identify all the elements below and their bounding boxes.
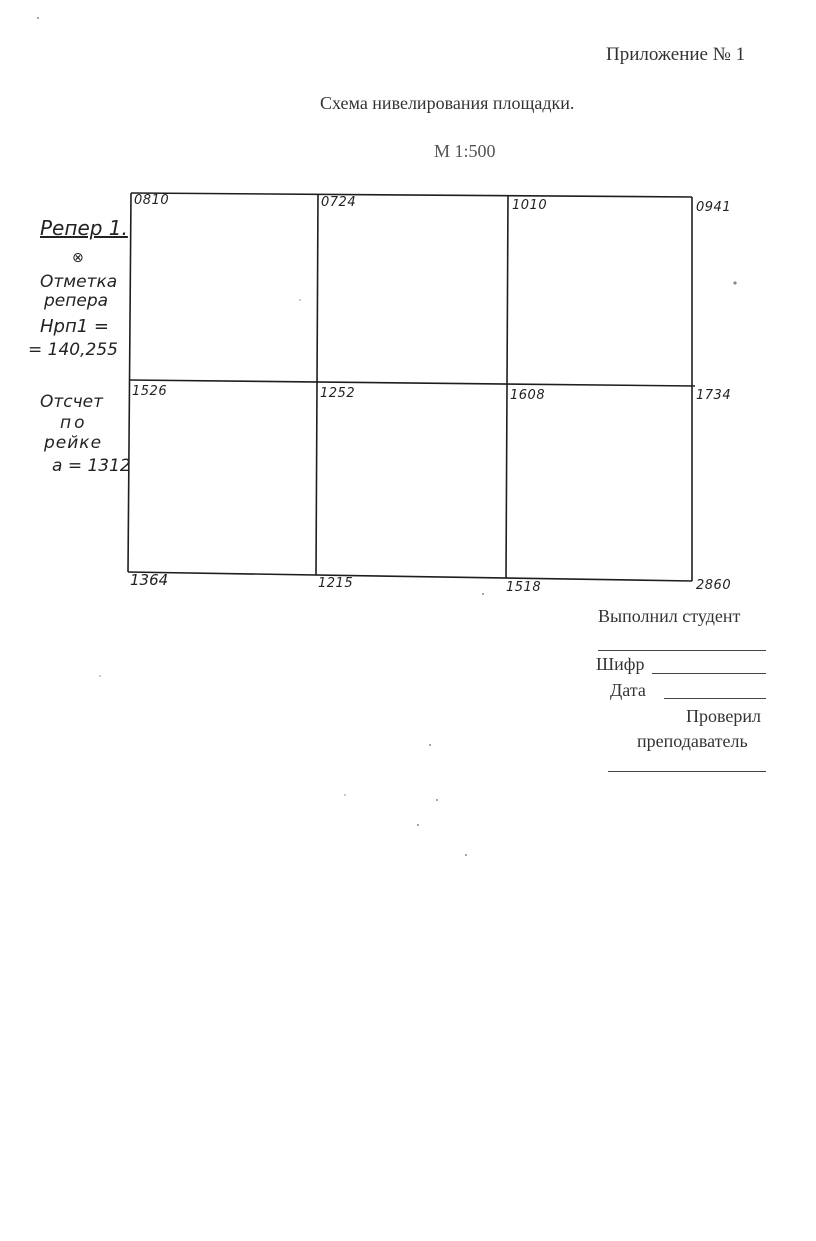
benchmark-name: Репер 1. — [40, 216, 128, 240]
grid-value-r1c1: 0810 — [134, 193, 170, 208]
benchmark-h-value: = 140,255 — [28, 340, 118, 360]
grid-value-r3c2: 1215 — [318, 576, 354, 591]
student-name-line — [598, 650, 766, 651]
page-title: Схема нивелирования площадки. — [320, 93, 575, 113]
reading-label-3: рейке — [44, 433, 103, 453]
benchmark-symbol: ⊗ — [72, 250, 84, 266]
grid-line-left — [128, 193, 131, 572]
cipher-line — [652, 673, 766, 674]
date-label: Дата — [610, 680, 646, 700]
grid-value-r3c4: 2860 — [696, 578, 732, 593]
grid-line-top — [131, 193, 692, 197]
grid-line-col3 — [506, 195, 508, 578]
grid-value-r1c2: 0724 — [321, 195, 357, 210]
grid-value-r1c4: 0941 — [696, 200, 732, 215]
reading-label-2: по — [60, 413, 88, 433]
grid-value-r3c3: 1518 — [506, 580, 542, 595]
checked-by-label: Проверил — [686, 706, 761, 726]
grid-value-r2c1: 1526 — [132, 384, 168, 399]
teacher-signature-line — [608, 771, 766, 772]
benchmark-elevation-label-1: Отметка — [40, 272, 118, 292]
benchmark-elevation-label-2: репера — [44, 291, 109, 311]
appendix-number: Приложение № 1 — [606, 44, 746, 65]
grid-line-col2 — [316, 194, 318, 575]
grid-value-r2c4: 1734 — [696, 388, 732, 403]
performed-by-label: Выполнил студент — [598, 606, 741, 626]
grid-line-bottom — [128, 572, 692, 581]
cipher-label: Шифр — [596, 654, 645, 674]
grid-value-r2c2: 1252 — [320, 386, 356, 401]
grid-line-middle — [129, 380, 695, 386]
grid-value-r3c1: 1364 — [130, 571, 169, 589]
reading-value: a = 1312 — [52, 456, 131, 476]
teacher-label: преподаватель — [637, 731, 748, 751]
grid-value-r1c3: 1010 — [512, 198, 548, 213]
reading-label-1: Отсчет — [40, 392, 104, 412]
date-line — [664, 698, 766, 699]
grid-value-r2c3: 1608 — [510, 388, 546, 403]
benchmark-h-label: Hрп1 = — [40, 316, 109, 337]
map-scale: М 1:500 — [434, 141, 496, 161]
